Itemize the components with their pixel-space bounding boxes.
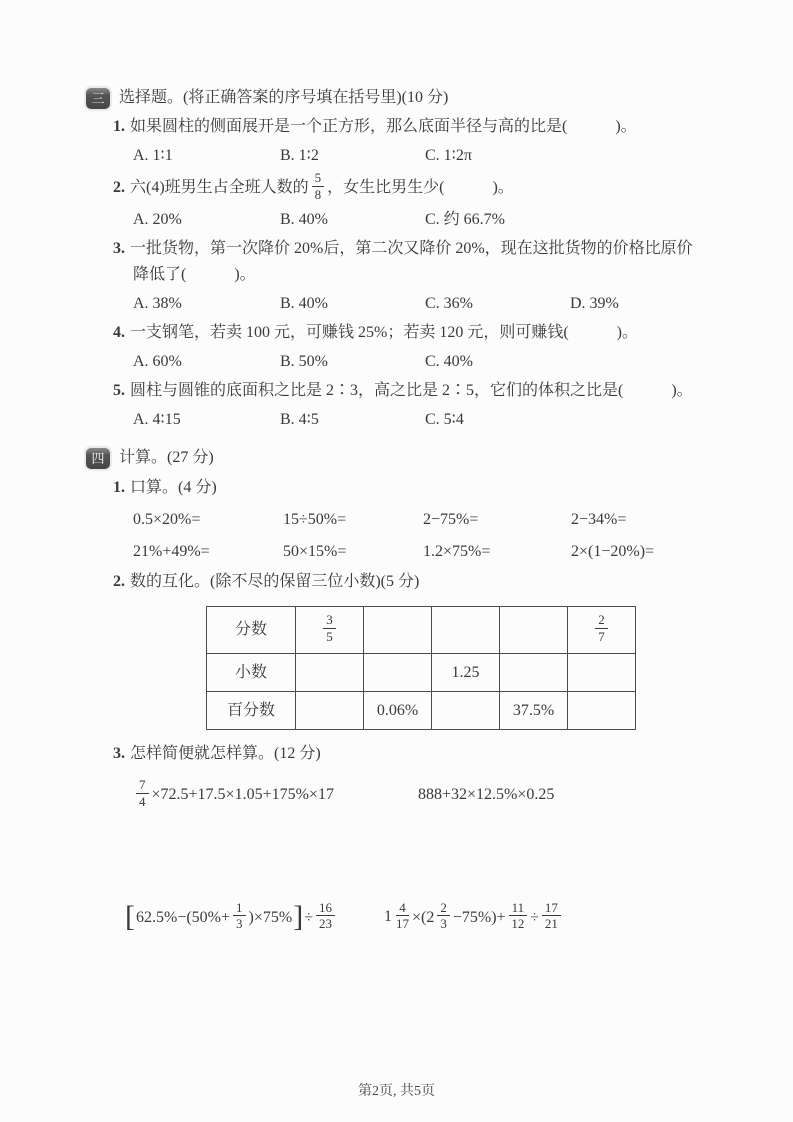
option-c: C. 约 66.7% — [425, 211, 506, 229]
conversion-title: 2. 数的互化。(除不尽的保留三位小数)(5 分) — [113, 573, 420, 591]
question-3 — [113, 237, 793, 261]
oral-expression: 2−75%= — [423, 511, 479, 529]
table-cell-empty — [568, 692, 636, 730]
fraction-1-3: $\frac{1}{3}$ — [233, 901, 246, 931]
table-cell-empty — [500, 654, 568, 692]
option-a: A. 1∶1 — [133, 147, 173, 164]
oral-expression: 2−34%= — [571, 511, 627, 529]
question-4-options — [133, 350, 793, 374]
option-a: A. 4∶15 — [133, 411, 181, 429]
oral-expression: 50×15%= — [283, 543, 347, 561]
table-cell-empty — [364, 607, 432, 654]
table-cell-empty — [364, 654, 432, 692]
question-3-number: 3. — [113, 240, 125, 258]
fraction-7-4: $\frac{7}{4}$ — [136, 778, 149, 808]
row-label: 分数 — [207, 607, 296, 654]
row-label: 小数 — [207, 654, 296, 692]
simplify-row-2 — [0, 899, 793, 934]
section-calc-header — [86, 446, 793, 470]
question-3-text-line1: 一批货物，第一次降价 20%后，第二次又降价 20%，现在这批货物的价格比原价 — [130, 240, 693, 258]
question-5-options — [133, 408, 793, 432]
question-1-number: 1. — [113, 118, 125, 135]
oral-expression: 0.5×20%= — [133, 511, 201, 529]
oral-calc-row-2 — [133, 540, 793, 564]
fraction-3-5: $\frac{3}{5}$ — [323, 613, 336, 643]
table-cell: 37.5% — [500, 692, 568, 730]
oral-expression: 21%+49%= — [133, 543, 210, 561]
option-b: B. 1∶2 — [280, 147, 319, 164]
question-4-text: 一支钢笔，若卖 100 元，可赚钱 25%；若卖 120 元，则可赚钱( )。 — [130, 324, 638, 342]
right-bracket: ] — [293, 900, 304, 934]
oral-expression: 15÷50%= — [283, 511, 347, 529]
question-2-number: 2. — [113, 178, 125, 196]
fraction-5-8: $\frac{5}{8}$ — [312, 171, 325, 201]
option-b: B. 4∶5 — [280, 411, 319, 429]
table-row-decimal — [207, 654, 636, 692]
table-cell-empty — [296, 692, 364, 730]
table-row-percent — [207, 692, 636, 730]
option-a: A. 60% — [133, 353, 182, 371]
section-four-badge-icon: 四 — [86, 448, 110, 469]
fraction-16-23: $\frac{16}{23}$ — [316, 901, 335, 931]
simplify-expression-1: $\frac{7}{4}$ ×72.5+17.5×1.05+175%×17 — [133, 780, 334, 810]
question-3-text-line2: 降低了( )。 — [133, 266, 256, 284]
question-5-number: 5. — [113, 382, 125, 400]
conversion-table — [206, 606, 636, 730]
simplify-expression-4: 1 $\frac{4}{17}$ ×(2 $\frac{2}{3}$ −75%)+ $\frac{11}{12}$ ÷ $\frac{17}{21}$ — [384, 903, 564, 933]
fraction-4-17: $\frac{4}{17}$ — [396, 899, 409, 932]
page-number: 第2页, 共5页 — [358, 1084, 435, 1099]
option-a: A. 38% — [133, 295, 182, 313]
table-row-fraction — [207, 607, 636, 654]
option-b: B. 50% — [280, 353, 328, 371]
fraction-2-3: $\frac{2}{3}$ — [437, 901, 450, 931]
question-5-text: 圆柱与圆锥的底面积之比是 2∶3，高之比是 2∶5，它们的体积之比是( )。 — [130, 382, 693, 400]
section-three-badge-icon: 三 — [86, 88, 110, 109]
simplify-title: 3. 怎样简便就怎样算。(12 分) — [113, 745, 321, 763]
table-cell — [568, 607, 636, 654]
fraction-17-21: $\frac{17}{21}$ — [542, 901, 561, 931]
table-cell-empty — [500, 607, 568, 654]
question-2-options — [133, 208, 793, 232]
fraction-2-7: $\frac{2}{7}$ — [595, 613, 608, 643]
option-c: C. 1∶2π — [425, 147, 472, 164]
option-b: B. 40% — [280, 295, 328, 313]
section-calc-title: 计算。(27 分) — [119, 449, 214, 467]
option-c: C. 40% — [425, 353, 473, 371]
table-cell-empty — [296, 654, 364, 692]
option-b: B. 40% — [280, 211, 328, 229]
question-3-options — [133, 292, 793, 316]
table-cell-empty — [568, 654, 636, 692]
section-choice-header — [86, 86, 793, 110]
oral-expression: 2×(1−20%)= — [571, 543, 655, 561]
question-2 — [113, 170, 793, 203]
fraction-11-12: $\frac{11}{12}$ — [509, 901, 528, 931]
table-cell-empty — [432, 692, 500, 730]
table-cell — [296, 607, 364, 654]
oral-calc-title: 1. 口算。(4 分) — [113, 479, 217, 497]
option-a: A. 20% — [133, 211, 182, 229]
question-5 — [113, 379, 793, 403]
question-2-text-post: ，女生比男生少( )。 — [327, 178, 514, 196]
question-1-text: 如果圆柱的侧面展开是一个正方形，那么底面半径与高的比是( )。 — [130, 118, 637, 135]
question-4 — [113, 321, 793, 345]
option-d: D. 39% — [570, 295, 619, 313]
question-1 — [113, 115, 793, 139]
left-bracket: [ — [125, 900, 135, 934]
section-choice-title: 选择题。(将正确答案的序号填在括号里)(10 分) — [119, 89, 449, 106]
table-cell-empty — [432, 607, 500, 654]
oral-calc-row-1 — [133, 508, 793, 532]
option-c: C. 5∶4 — [425, 411, 464, 429]
oral-expression: 1.2×75%= — [423, 543, 491, 561]
simplify-expression-3: [62.5%−(50%+ $\frac{1}{3}$ )×75%]÷ $\frac{16}{23}$ — [124, 903, 338, 933]
simplify-row-1 — [0, 777, 793, 810]
option-c: C. 36% — [425, 295, 473, 313]
question-1-options — [133, 144, 793, 168]
question-2-text-pre: 六(4)班男生占全班人数的 — [130, 178, 309, 196]
row-label: 百分数 — [207, 692, 296, 730]
table-cell: 0.06% — [364, 692, 432, 730]
simplify-expression-2: 888+32×12.5%×0.25 — [417, 786, 555, 804]
table-cell: 1.25 — [432, 654, 500, 692]
question-4-number: 4. — [113, 324, 125, 342]
